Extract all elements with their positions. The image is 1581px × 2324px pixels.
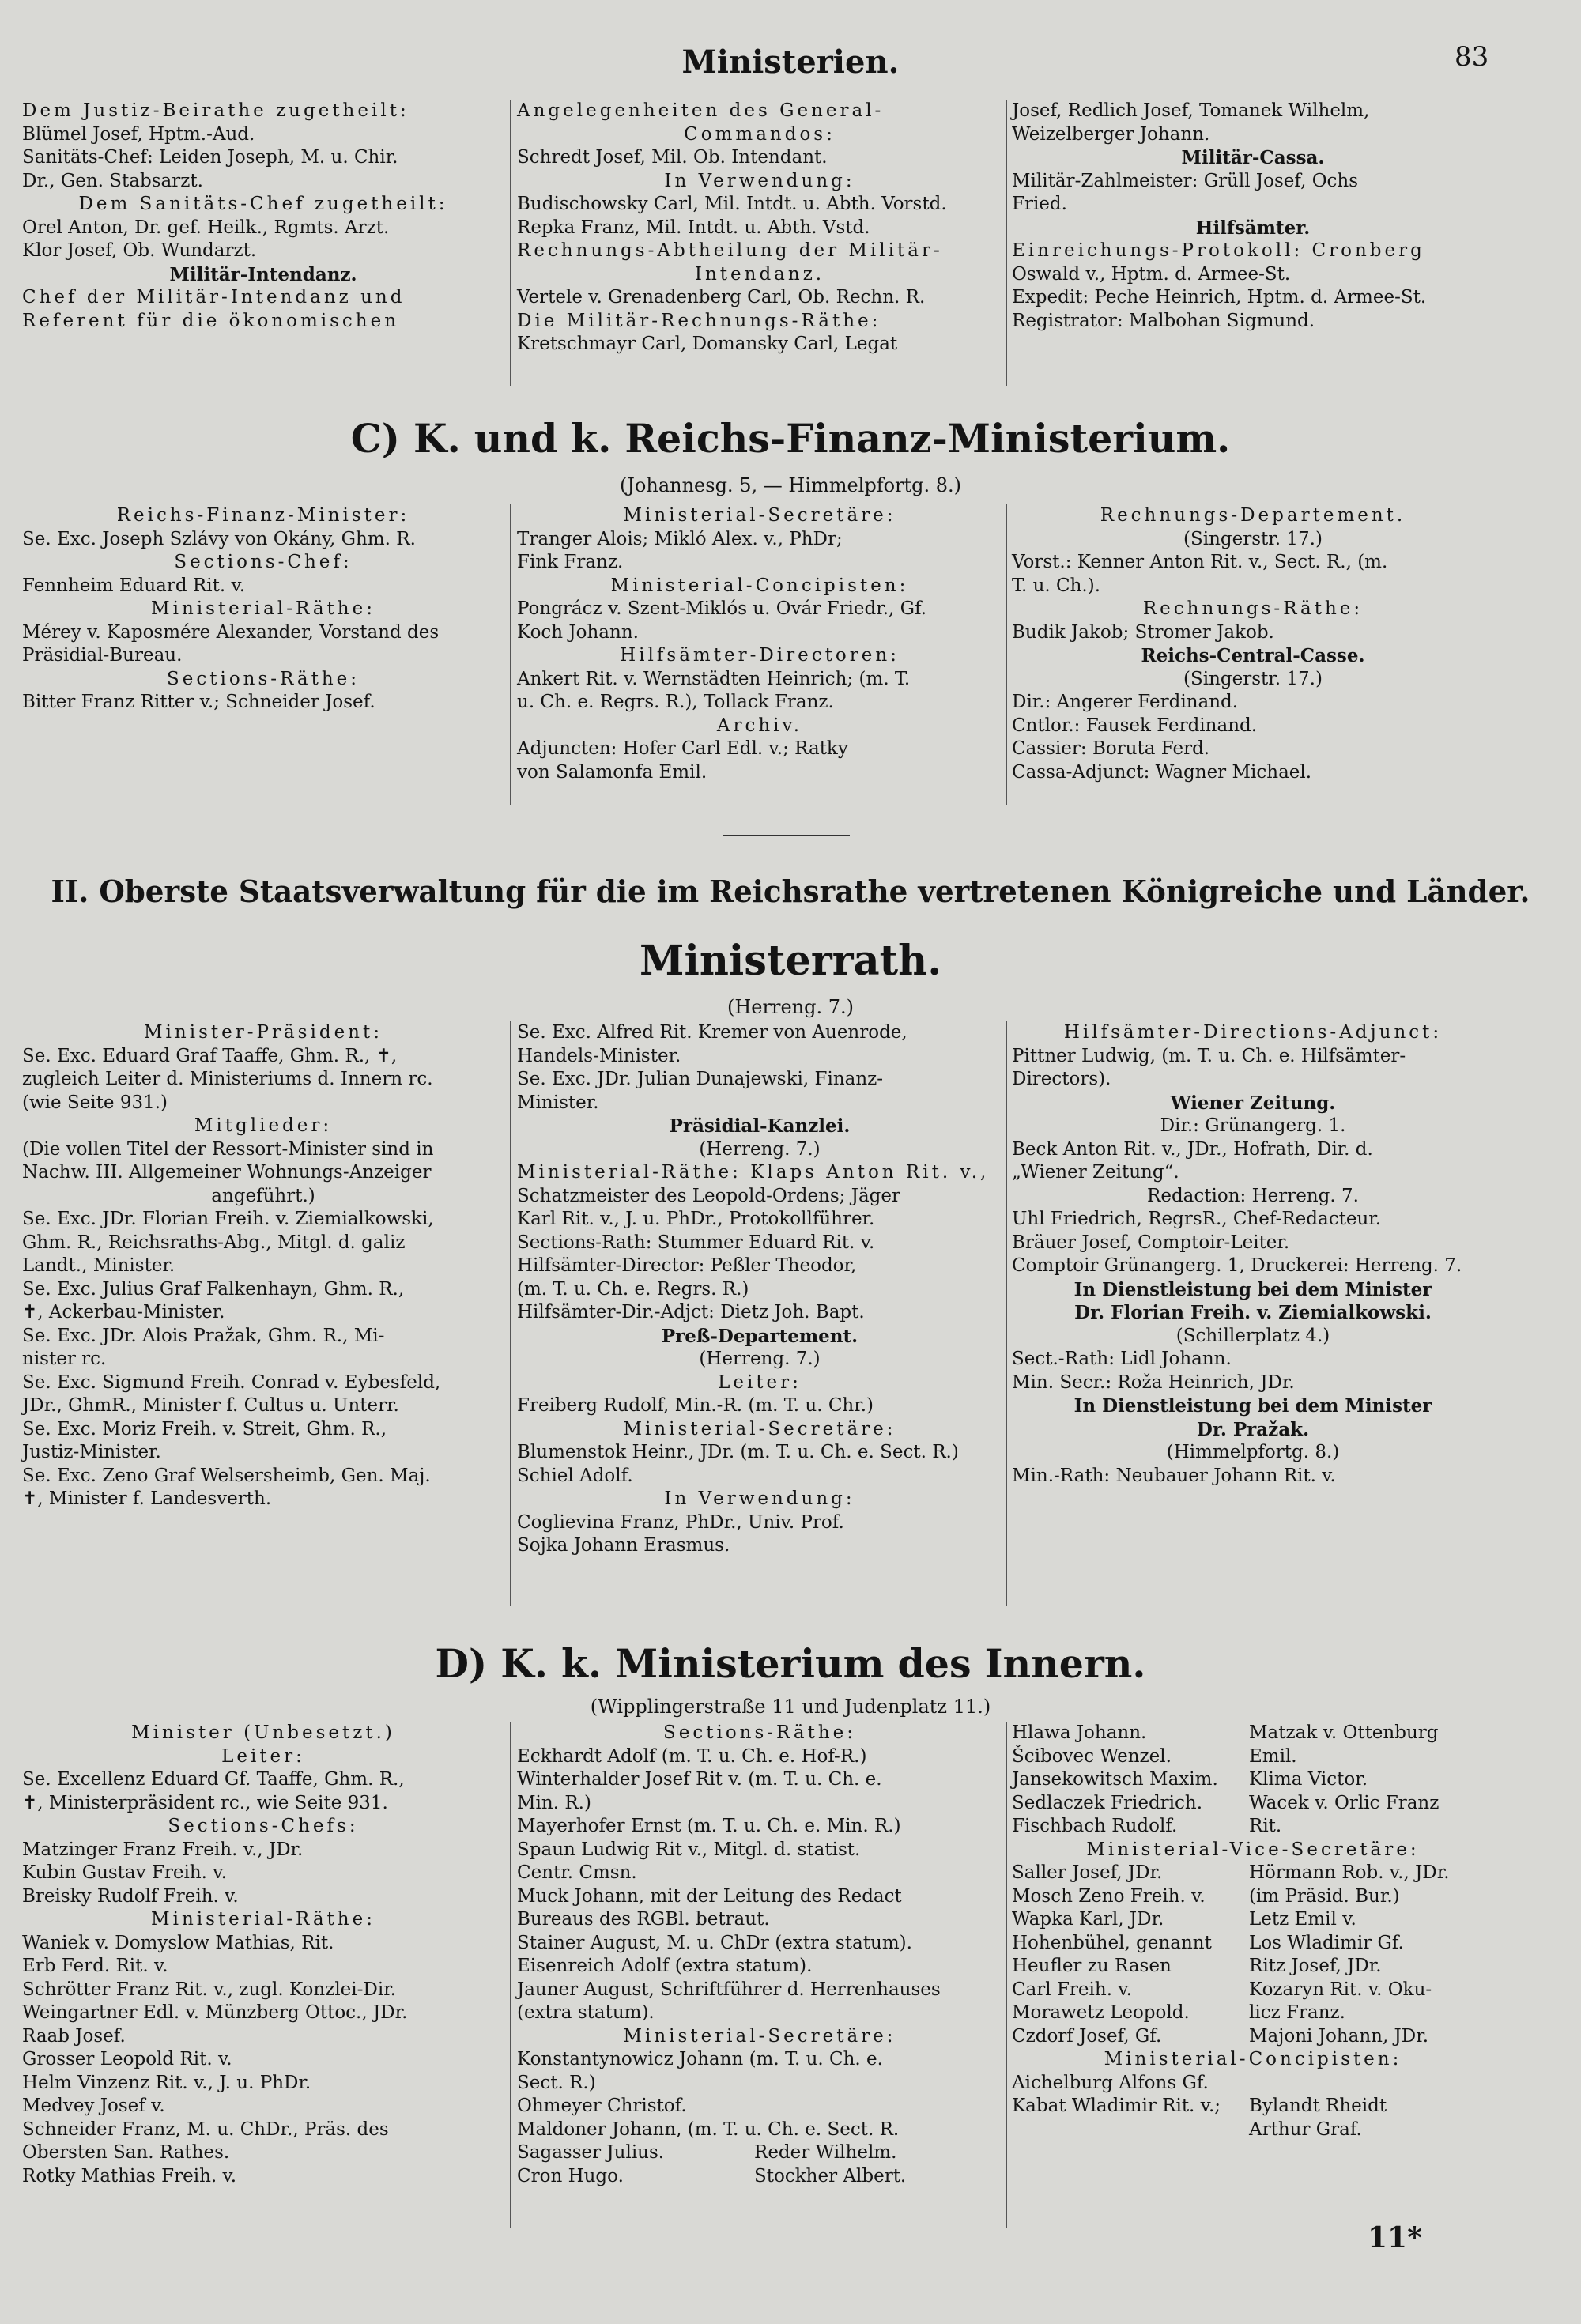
subheading: Reichs-Central-Casse. (1141, 645, 1365, 666)
entry-line: Sections-Rath: Stummer Eduard Rit. v. (517, 1232, 875, 1253)
section-ii-address: (Herreng. 7.) (727, 996, 854, 1018)
subheading: In Verwendung: (664, 1488, 855, 1509)
subheading: Archiv. (716, 715, 803, 736)
entry-text: Heufler zu Rasen (1012, 1956, 1172, 1976)
entry-text: Emil. (1249, 1745, 1297, 1767)
entry-line: Medvey Josef v. (22, 2096, 165, 2116)
subheading: Wiener Zeitung. (1170, 1092, 1336, 1114)
section-ii-column-1 (22, 1021, 504, 1511)
entry-line: Schredt Josef, Mil. Ob. Intendant. (517, 147, 828, 168)
section-c-address: (Johannesg. 5, — Himmelpfortg. 8.) (619, 474, 962, 496)
entry-line: Klor Josef, Ob. Wundarzt. (22, 240, 257, 261)
subheading: (Herreng. 7.) (699, 1138, 821, 1160)
entry-line: Die Militär-Rechnungs-Räthe: (517, 310, 881, 331)
entry-line: Pongrácz v. Szent-Miklós u. Ovár Friedr., Gf. (517, 598, 927, 619)
entry-line: Obersten San. Rathes. (22, 2142, 230, 2163)
entry-text: Saller Josef, JDr. (1012, 1862, 1163, 1883)
entry-line: Fried. (1012, 194, 1067, 214)
subheading: Präsidial-Kanzlei. (669, 1115, 851, 1137)
entry-line: Adjuncten: Hofer Carl Edl. v.; Ratky (517, 738, 848, 759)
entry-line: Spaun Ludwig Rit v., Mitgl. d. statist. (517, 1839, 861, 1860)
column-divider (1006, 100, 1007, 386)
entry-line: ✝, Ministerpräsident rc., wie Seite 931. (22, 1792, 388, 1813)
section-d-column-2 (517, 1722, 1002, 2188)
subheading: Sections-Chef: (174, 552, 353, 572)
entry-line: Cntlor.: Fausek Ferdinand. (1012, 715, 1258, 736)
section-ii-column-3 (1012, 1021, 1494, 1488)
entry-line: Aichelburg Alfons Gf. (1012, 2072, 1209, 2093)
signature-mark: 11* (1368, 2221, 1422, 2254)
subheading: Mitglieder: (194, 1115, 333, 1136)
entry-line: Cassa-Adjunct: Wagner Michael. (1012, 761, 1312, 783)
section-d-address: (Wipplingerstraße 11 und Judenplatz 11.) (590, 1696, 991, 1718)
section-ii-title: II. Oberste Staatsverwaltung für die im Reichsrathe vertretenen Königreiche und Länder. (51, 873, 1530, 909)
section-c-column-1 (22, 504, 504, 715)
entry-line: (m. T. u. Ch. e. Regrs. R.) (517, 1278, 749, 1300)
section-ii-column-2 (517, 1021, 1002, 1558)
entry-line (1012, 1955, 1494, 1979)
entry-line: Vorst.: Kenner Anton Rit. v., Sect. R., (m. (1012, 552, 1388, 572)
entry-line (517, 2141, 1002, 2165)
entry-line: Directors). (1012, 1069, 1111, 1089)
entry-line: Eckhardt Adolf (m. T. u. Ch. e. Hof-R.) (517, 1745, 867, 1767)
subheading: angeführt.) (211, 1185, 315, 1206)
subheading: Sections-Chefs: (168, 1816, 359, 1836)
entry-line: Ghm. R., Reichsraths-Abg., Mitgl. d. galiz (22, 1232, 406, 1253)
section-d-column-3 (1012, 1722, 1494, 2141)
entry-line: Sanitäts-Chef: Leiden Joseph, M. u. Chir. (22, 147, 398, 168)
entry-line: Se. Excellenz Eduard Gf. Taaffe, Ghm. R., (22, 1769, 405, 1790)
entry-line: nister rc. (22, 1349, 107, 1369)
subheading: Hilfsämter. (1195, 217, 1311, 239)
entry-line: T. u. Ch.). (1012, 575, 1101, 596)
entry-line: Beck Anton Rit. v., JDr., Hofrath, Dir. d. (1012, 1138, 1373, 1160)
entry-line: Justiz-Minister. (22, 1442, 161, 1462)
entry-line: Ohmeyer Christof. (517, 2096, 687, 2116)
section-c-column-3 (1012, 504, 1494, 784)
entry-text: Sagasser Julius. (517, 2142, 665, 2163)
subheading: Hilfsämter-Directions-Adjunct: (1063, 1022, 1443, 1043)
entry-line: Pittner Ludwig, (m. T. u. Ch. e. Hilfsämter- (1012, 1045, 1406, 1066)
entry-line: Mérey v. Kaposmére Alexander, Vorstand des (22, 621, 440, 643)
entry-line: Min. R.) (517, 1792, 591, 1813)
subheading: Hilfsämter-Directoren: (620, 645, 900, 666)
subheading: Commandos: (684, 123, 836, 145)
entry-line (1012, 1979, 1494, 2002)
subheading: Preß-Departement. (661, 1325, 858, 1347)
entry-line: Se. Exc. JDr. Alois Pražak, Ghm. R., Mi- (22, 1325, 385, 1346)
entry-line: Min. Secr.: Roža Heinrich, JDr. (1012, 1371, 1295, 1393)
subheading: Minister-Präsident: (144, 1022, 383, 1043)
entry-line (1012, 1792, 1494, 1816)
subheading: (Schillerplatz 4.) (1175, 1325, 1330, 1346)
entry-text: Wapka Karl, JDr. (1012, 1909, 1164, 1930)
entry-line: Fink Franz. (517, 552, 624, 572)
entry-line (1012, 1862, 1494, 1885)
entry-line: ✝, Ackerbau-Minister. (22, 1302, 225, 1322)
entry-line: (wie Seite 931.) (22, 1092, 168, 1113)
entry-line: Jauner August, Schriftführer d. Herrenhauses (517, 1979, 941, 2000)
entry-text: Wacek v. Orlic Franz (1249, 1792, 1440, 1813)
entry-text: Bylandt Rheidt (1249, 2096, 1387, 2116)
entry-line: Min.-Rath: Neubauer Johann Rit. v. (1012, 1465, 1336, 1486)
entry-line: JDr., GhmR., Minister f. Cultus u. Unterr. (22, 1395, 399, 1416)
entry-line: Se. Exc. Eduard Graf Taaffe, Ghm. R., ✝, (22, 1045, 398, 1066)
entry-text: Matzak v. Ottenburg (1249, 1722, 1439, 1743)
entry-line: Se. Exc. JDr. Florian Freih. v. Ziemialkowski, (22, 1209, 434, 1229)
section-d-column-1 (22, 1722, 504, 2188)
subheading: In Dienstleistung bei dem Minister (1073, 1395, 1432, 1417)
section-d-title: D) K. k. Ministerium des Innern. (435, 1640, 1146, 1687)
entry-line: Se. Exc. Joseph Szlávy von Okány, Ghm. R. (22, 528, 416, 549)
entry-line: Winterhalder Josef Rit v. (m. T. u. Ch. e. (517, 1769, 882, 1790)
entry-text: Šcibovec Wenzel. (1012, 1745, 1172, 1767)
entry-line: Fennheim Eduard Rit. v. (22, 575, 246, 596)
column-divider (510, 100, 511, 386)
entry-text (1012, 2118, 1249, 2142)
entry-text: Reder Wilhelm. (754, 2142, 897, 2163)
entry-line (1012, 1908, 1494, 1932)
subheading: Sections-Räthe: (166, 668, 360, 689)
entry-line: Breisky Rudolf Freih. v. (22, 1885, 239, 1907)
entry-line: Repka Franz, Mil. Intdt. u. Abth. Vstd. (517, 217, 870, 238)
entry-line: Se. Exc. Sigmund Freih. Conrad v. Eybesfeld, (22, 1371, 441, 1393)
subheading: Ministerial-Räthe: (151, 598, 375, 619)
entry-line: u. Ch. e. Regrs. R.), Tollack Franz. (517, 692, 834, 712)
entry-line: Rechnungs-Abtheilung der Militär- (517, 240, 943, 261)
subheading: Ministerial-Secretäre: (623, 2025, 896, 2047)
entry-line: Hilfsämter-Dir.-Adjct: Dietz Joh. Bapt. (517, 1302, 865, 1322)
entry-text: Czdorf Josef, Gf. (1012, 2025, 1162, 2047)
page-number: 83 (1455, 41, 1489, 73)
subheading: (Singerstr. 17.) (1183, 528, 1323, 549)
entry-line: Stainer August, M. u. ChDr (extra statum). (517, 1932, 912, 1953)
entry-line: von Salamonfa Emil. (517, 761, 707, 783)
entry-line: Matzinger Franz Freih. v., JDr. (22, 1839, 304, 1860)
entry-text: Carl Freih. v. (1012, 1979, 1132, 2000)
entry-line: Schneider Franz, M. u. ChDr., Präs. des (22, 2118, 389, 2140)
column-divider (510, 504, 511, 805)
entry-text: Kabat Wladimir Rit. v.; (1012, 2096, 1221, 2116)
entry-line: Schiel Adolf. (517, 1465, 633, 1486)
section-c-title: C) K. und k. Reichs-Finanz-Ministerium. (350, 415, 1231, 462)
entry-line: Hilfsämter-Director: Peßler Theodor, (517, 1255, 857, 1276)
entry-line: Dir.: Angerer Ferdinand. (1012, 692, 1239, 712)
entry-line: Expedit: Peche Heinrich, Hptm. d. Armee-St. (1012, 287, 1427, 307)
entry-text: Rit. (1249, 1816, 1282, 1836)
subheading: Leiter: (221, 1745, 305, 1767)
entry-text: Letz Emil v. (1249, 1909, 1356, 1930)
subheading: (Singerstr. 17.) (1183, 668, 1323, 689)
entry-line: Dem Justiz-Beirathe zugetheilt: (22, 100, 409, 121)
subheading: Dr. Pražak. (1196, 1418, 1310, 1440)
entry-text: Hörmann Rob. v., JDr. (1249, 1862, 1450, 1883)
entry-line: Freiberg Rudolf, Min.-R. (m. T. u. Chr.) (517, 1395, 874, 1416)
entry-line: Registrator: Malbohan Sigmund. (1012, 310, 1315, 331)
subheading: In Verwendung: (664, 170, 855, 191)
entry-line (1012, 2001, 1494, 2025)
entry-line: Comptoir Grünangerg. 1, Druckerei: Herreng. 7. (1012, 1255, 1462, 1276)
entry-line: Helm Vinzenz Rit. v., J. u. PhDr. (22, 2072, 311, 2093)
entry-line: Erb Ferd. Rit. v. (22, 1956, 168, 1976)
entry-line (1012, 2095, 1494, 2118)
entry-line: Se. Exc. Alfred Rit. Kremer von Auenrode, (517, 1022, 907, 1043)
entry-line: Se. Exc. Zeno Graf Welsersheimb, Gen. Maj. (22, 1465, 431, 1486)
entry-line: Bitter Franz Ritter v.; Schneider Josef. (22, 692, 375, 712)
entry-line: Orel Anton, Dr. gef. Heilk., Rgmts. Arzt. (22, 217, 390, 238)
entry-line: Ankert Rit. v. Wernstädten Heinrich; (m. T. (517, 668, 911, 689)
subheading: Rechnungs-Departement. (1100, 505, 1406, 526)
entry-line: Angelegenheiten des General- (517, 100, 885, 121)
entry-line (1012, 1745, 1494, 1769)
entry-line: Oswald v., Hptm. d. Armee-St. (1012, 263, 1291, 285)
entry-line: Blümel Josef, Hptm.-Aud. (22, 123, 255, 145)
entry-line: Cassier: Boruta Ferd. (1012, 738, 1210, 759)
entry-line: Karl Rit. v., J. u. PhDr., Protokollführer. (517, 1209, 875, 1229)
entry-line: Mayerhofer Ernst (m. T. u. Ch. e. Min. R.) (517, 1816, 901, 1836)
entry-line: Referent für die ökonomischen (22, 310, 400, 331)
entry-text: (im Präsid. Bur.) (1249, 1885, 1400, 1907)
entry-line: Koch Johann. (517, 621, 639, 643)
column-divider (1006, 1021, 1007, 1606)
entry-text: Kozaryn Rit. v. Oku- (1249, 1979, 1432, 2000)
entry-line (1012, 2025, 1494, 2049)
subheading: Rechnungs-Räthe: (1142, 598, 1364, 619)
subheading: Leiter: (718, 1371, 802, 1393)
subheading: In Dienstleistung bei dem Minister (1073, 1278, 1432, 1300)
subheading: Sections-Räthe: (662, 1722, 857, 1743)
entry-text: Ritz Josef, JDr. (1249, 1956, 1382, 1976)
entry-line (1012, 1722, 1494, 1745)
entry-line: Grosser Leopold Rit. v. (22, 2049, 232, 2069)
entry-line (1012, 2118, 1494, 2142)
entry-line (1012, 1815, 1494, 1839)
entry-line: Budischowsky Carl, Mil. Intdt. u. Abth. Vorstd. (517, 194, 947, 214)
entry-line: Coglievina Franz, PhDr., Univ. Prof. (517, 1511, 844, 1533)
entry-line: Militär-Zahlmeister: Grüll Josef, Ochs (1012, 170, 1359, 191)
entry-text: Klima Victor. (1249, 1769, 1368, 1790)
subheading: Militär-Cassa. (1181, 147, 1325, 168)
entry-text: Hlawa Johann. (1012, 1722, 1147, 1743)
entry-line: Schrötter Franz Rit. v., zugl. Konzlei-Dir. (22, 1979, 396, 2000)
entry-line: Sojka Johann Erasmus. (517, 1535, 730, 1556)
section-ii-subtitle: Ministerrath. (640, 937, 941, 985)
section-c-column-2 (517, 504, 1002, 784)
entry-text: Fischbach Rudolf. (1012, 1816, 1178, 1836)
entry-text: licz Franz. (1249, 2002, 1345, 2023)
top-column-3 (1012, 100, 1494, 333)
entry-line: Kretschmayr Carl, Domansky Carl, Legat (517, 334, 898, 354)
entry-line: Nachw. III. Allgemeiner Wohnungs-Anzeiger (22, 1162, 432, 1183)
entry-line: Raab Josef. (22, 2025, 126, 2047)
section-separator (723, 835, 850, 836)
entry-text: Morawetz Leopold. (1012, 2002, 1190, 2023)
entry-line: Eisenreich Adolf (extra statum). (517, 1956, 813, 1976)
subheading: Reichs-Finanz-Minister: (116, 505, 410, 526)
entry-text: Hohenbühel, genannt (1012, 1932, 1212, 1953)
entry-line: Waniek v. Domyslow Mathias, Rit. (22, 1932, 334, 1953)
entry-text: Cron Hugo. (517, 2165, 624, 2186)
entry-line: Vertele v. Grenadenberg Carl, Ob. Rechn. R. (517, 287, 926, 307)
subheading: Ministerial-Concipisten: (610, 575, 909, 596)
subheading: Minister (Unbesetzt.) (131, 1722, 395, 1743)
entry-text: Los Wladimir Gf. (1249, 1932, 1404, 1953)
entry-line: Schatzmeister des Leopold-Ordens; Jäger (517, 1185, 900, 1206)
entry-line: Sect. R.) (517, 2072, 596, 2093)
subheading: Intendanz. (694, 263, 825, 285)
entry-line: Bureaus des RGBl. betraut. (517, 1909, 770, 1930)
entry-line: Konstantynowicz Johann (m. T. u. Ch. e. (517, 2049, 883, 2069)
entry-line: Uhl Friedrich, RegrsR., Chef-Redacteur. (1012, 1209, 1382, 1229)
entry-line: Chef der Militär-Intendanz und (22, 287, 406, 307)
entry-line (1012, 1768, 1494, 1792)
subheading: Ministerial-Räthe: (151, 1909, 375, 1930)
subheading: Militär-Intendanz. (169, 263, 357, 285)
subheading: Redaction: Herreng. 7. (1147, 1185, 1359, 1206)
entry-text: Mosch Zeno Freih. v. (1012, 1885, 1206, 1907)
subheading: Dem Sanitäts-Chef zugetheilt: (78, 194, 448, 214)
entry-text: Arthur Graf. (1249, 2118, 1362, 2140)
entry-line: Kubin Gustav Freih. v. (22, 1862, 227, 1883)
entry-line: Tranger Alois; Mikló Alex. v., PhDr; (517, 528, 843, 549)
entry-line: Muck Johann, mit der Leitung des Redact (517, 1885, 902, 1907)
subheading: Ministerial-Secretäre: (623, 1418, 896, 1439)
entry-text: Stockher Albert. (754, 2165, 907, 2186)
entry-line: Minister. (517, 1092, 599, 1113)
entry-line: Dr., Gen. Stabsarzt. (22, 170, 203, 191)
entry-line: Se. Exc. JDr. Julian Dunajewski, Finanz- (517, 1069, 884, 1089)
entry-line: Budik Jakob; Stromer Jakob. (1012, 621, 1274, 643)
entry-line: „Wiener Zeitung“. (1012, 1162, 1179, 1183)
running-head: Ministerien. (681, 43, 900, 81)
entry-line: Bräuer Josef, Comptoir-Leiter. (1012, 1232, 1290, 1253)
entry-line: zugleich Leiter d. Ministeriums d. Innern rc. (22, 1069, 433, 1089)
subheading: Ministerial-Vice-Secretäre: (1086, 1839, 1420, 1860)
entry-line: Josef, Redlich Josef, Tomanek Wilhelm, (1012, 100, 1370, 121)
entry-line: Weingartner Edl. v. Münzberg Ottoc., JDr. (22, 2002, 408, 2023)
entry-line: Maldoner Johann, (m. T. u. Ch. e. Sect. R. (517, 2118, 900, 2140)
entry-line: Rotky Mathias Freih. v. (22, 2165, 237, 2186)
subheading: Ministerial-Concipisten: (1104, 2049, 1402, 2069)
subheading: (Herreng. 7.) (699, 1349, 821, 1369)
column-divider (1006, 1722, 1007, 2228)
entry-line: Se. Exc. Julius Graf Falkenhayn, Ghm. R., (22, 1278, 405, 1300)
column-divider (510, 1722, 511, 2228)
entry-line: Landt., Minister. (22, 1255, 175, 1276)
subheading: Dr. Florian Freih. v. Ziemialkowski. (1074, 1302, 1432, 1323)
subheading: Ministerial-Secretäre: (623, 505, 896, 526)
entry-line: Weizelberger Johann. (1012, 123, 1210, 145)
entry-text: Sedlaczek Friedrich. (1012, 1792, 1203, 1813)
entry-text: Majoni Johann, JDr. (1249, 2025, 1429, 2047)
entry-line (1012, 1885, 1494, 1909)
entry-line: ✝, Minister f. Landesverth. (22, 1488, 272, 1509)
entry-line: Handels-Minister. (517, 1045, 681, 1066)
entry-line (517, 2165, 1002, 2189)
entry-line: Sect.-Rath: Lidl Johann. (1012, 1349, 1232, 1369)
top-column-1 (22, 100, 504, 333)
subheading: (Himmelpfortg. 8.) (1166, 1442, 1340, 1462)
entry-line: (Die vollen Titel der Ressort-Minister sind in (22, 1138, 434, 1160)
column-divider (510, 1021, 511, 1606)
entry-line: Centr. Cmsn. (517, 1862, 637, 1883)
entry-line: Einreichungs-Protokoll: Cronberg (1012, 240, 1425, 261)
subheading: Dir.: Grünangerg. 1. (1160, 1115, 1346, 1136)
top-column-2 (517, 100, 1002, 357)
column-divider (1006, 504, 1007, 805)
entry-line: Ministerial-Räthe: Klaps Anton Rit. v., (517, 1162, 990, 1183)
entry-line: Präsidial-Bureau. (22, 645, 183, 666)
entry-line: Blumenstok Heinr., JDr. (m. T. u. Ch. e. Sect. R.) (517, 1442, 959, 1462)
entry-line (1012, 1932, 1494, 1956)
entry-line: (extra statum). (517, 2002, 655, 2023)
entry-line: Se. Exc. Moriz Freih. v. Streit, Ghm. R., (22, 1418, 387, 1439)
entry-text: Jansekowitsch Maxim. (1012, 1769, 1218, 1790)
